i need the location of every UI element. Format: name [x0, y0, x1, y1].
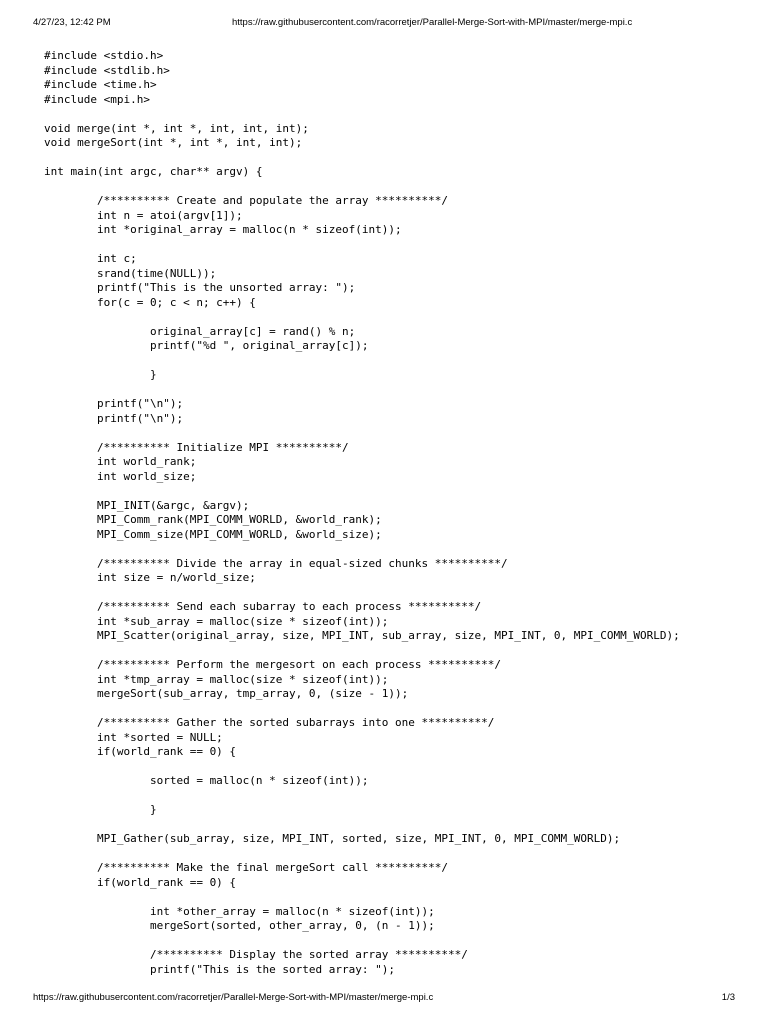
code-line: original_array[c] = rand() % n; — [44, 324, 356, 338]
code-line — [44, 586, 744, 601]
code-line: /********** Create and populate the array **********/ — [44, 194, 448, 207]
code-line: #include <mpi.h> — [44, 92, 150, 106]
code-line: #include <stdlib.h> — [44, 63, 170, 77]
code-line: /********** Send each subarray to each process **********/ — [44, 600, 482, 613]
print-datetime: 4/27/23, 12:42 PM — [33, 17, 111, 28]
code-line: if(world_rank == 0) { — [44, 875, 237, 889]
print-footer-url: https://raw.githubusercontent.com/racorretjer/Parallel-Merge-Sort-with-MPI/master/merge-mpi.c — [33, 992, 434, 1003]
code-line — [44, 310, 744, 325]
code-line: if(world_rank == 0) { — [44, 745, 237, 758]
code-line: /********** Gather the sorted subarrays into one **********/ — [44, 716, 495, 729]
code-line — [44, 644, 744, 659]
print-header — [0, 16, 768, 30]
code-line — [44, 180, 744, 195]
print-footer — [0, 991, 768, 1005]
code-line: /********** Make the final mergeSort call **********/ — [44, 861, 448, 874]
code-line: } — [44, 803, 157, 816]
code-line — [44, 760, 744, 775]
code-line: MPI_Scatter(original_array, size, MPI_INT, sub_array, size, MPI_INT, 0, MPI_COMM_WORLD); — [44, 629, 680, 642]
code-line: printf("This is the unsorted array: "); — [44, 281, 356, 294]
code-line: int *original_array = malloc(n * sizeof(int)); — [44, 223, 402, 236]
code-line: /********** Perform the mergesort on each process **********/ — [44, 658, 501, 671]
code-line: int *sorted = NULL; — [44, 730, 223, 744]
code-line: printf("This is the sorted array: "); — [44, 962, 395, 976]
page-number: 1/3 — [721, 992, 735, 1003]
source-code-block — [44, 49, 744, 977]
code-line: /********** Divide the array in equal-sized chunks **********/ — [44, 556, 508, 570]
code-line — [44, 847, 744, 862]
code-line: int main(int argc, char** argv) { — [44, 165, 263, 178]
code-line: MPI_Gather(sub_array, size, MPI_INT, sorted, size, MPI_INT, 0, MPI_COMM_WORLD); — [44, 832, 621, 845]
code-line: MPI_Comm_rank(MPI_COMM_WORLD, &world_rank); — [44, 513, 382, 526]
code-line — [44, 383, 744, 398]
code-line: printf("%d ", original_array[c]); — [44, 339, 369, 352]
code-line — [44, 890, 744, 905]
code-line: int n = atoi(argv[1]); — [44, 208, 243, 222]
code-line — [44, 151, 744, 166]
code-line: /********** Initialize MPI **********/ — [44, 440, 349, 454]
code-line — [44, 789, 744, 804]
code-line — [44, 426, 744, 441]
code-line: int world_size; — [44, 469, 197, 483]
code-line: mergeSort(sorted, other_array, 0, (n - 1)); — [44, 919, 435, 932]
code-line — [44, 484, 744, 499]
code-line: mergeSort(sub_array, tmp_array, 0, (size - 1)); — [44, 687, 409, 700]
code-line — [44, 542, 744, 557]
code-line: int *other_array = malloc(n * sizeof(int)); — [44, 904, 435, 918]
code-line: #include <stdio.h> — [44, 49, 164, 62]
code-line: printf("\n"); — [44, 411, 184, 425]
code-line: } — [44, 368, 157, 381]
code-line: for(c = 0; c < n; c++) { — [44, 295, 256, 309]
code-line: int size = n/world_size; — [44, 571, 256, 584]
code-line: int *sub_array = malloc(size * sizeof(int)); — [44, 614, 389, 628]
code-line: /********** Display the sorted array **********/ — [44, 948, 468, 961]
code-line — [44, 107, 744, 122]
code-line — [44, 238, 744, 253]
code-line: srand(time(NULL)); — [44, 266, 217, 280]
code-line: void mergeSort(int *, int *, int, int); — [44, 136, 303, 149]
code-line: sorted = malloc(n * sizeof(int)); — [44, 774, 369, 787]
code-line: MPI_Comm_size(MPI_COMM_WORLD, &world_size); — [44, 527, 382, 541]
code-line: int c; — [44, 252, 137, 265]
code-line — [44, 702, 744, 717]
code-line: printf("\n"); — [44, 397, 184, 410]
code-line: int *tmp_array = malloc(size * sizeof(int)); — [44, 672, 389, 686]
code-line — [44, 818, 744, 833]
code-line: void merge(int *, int *, int, int, int); — [44, 121, 309, 135]
print-header-url: https://raw.githubusercontent.com/racorretjer/Parallel-Merge-Sort-with-MPI/master/merge-mpi.c — [232, 17, 633, 28]
code-line: int world_rank; — [44, 455, 197, 468]
code-line — [44, 934, 744, 949]
code-line — [44, 354, 744, 369]
code-line: MPI_INIT(&argc, &argv); — [44, 498, 250, 512]
code-line: #include <time.h> — [44, 78, 157, 91]
